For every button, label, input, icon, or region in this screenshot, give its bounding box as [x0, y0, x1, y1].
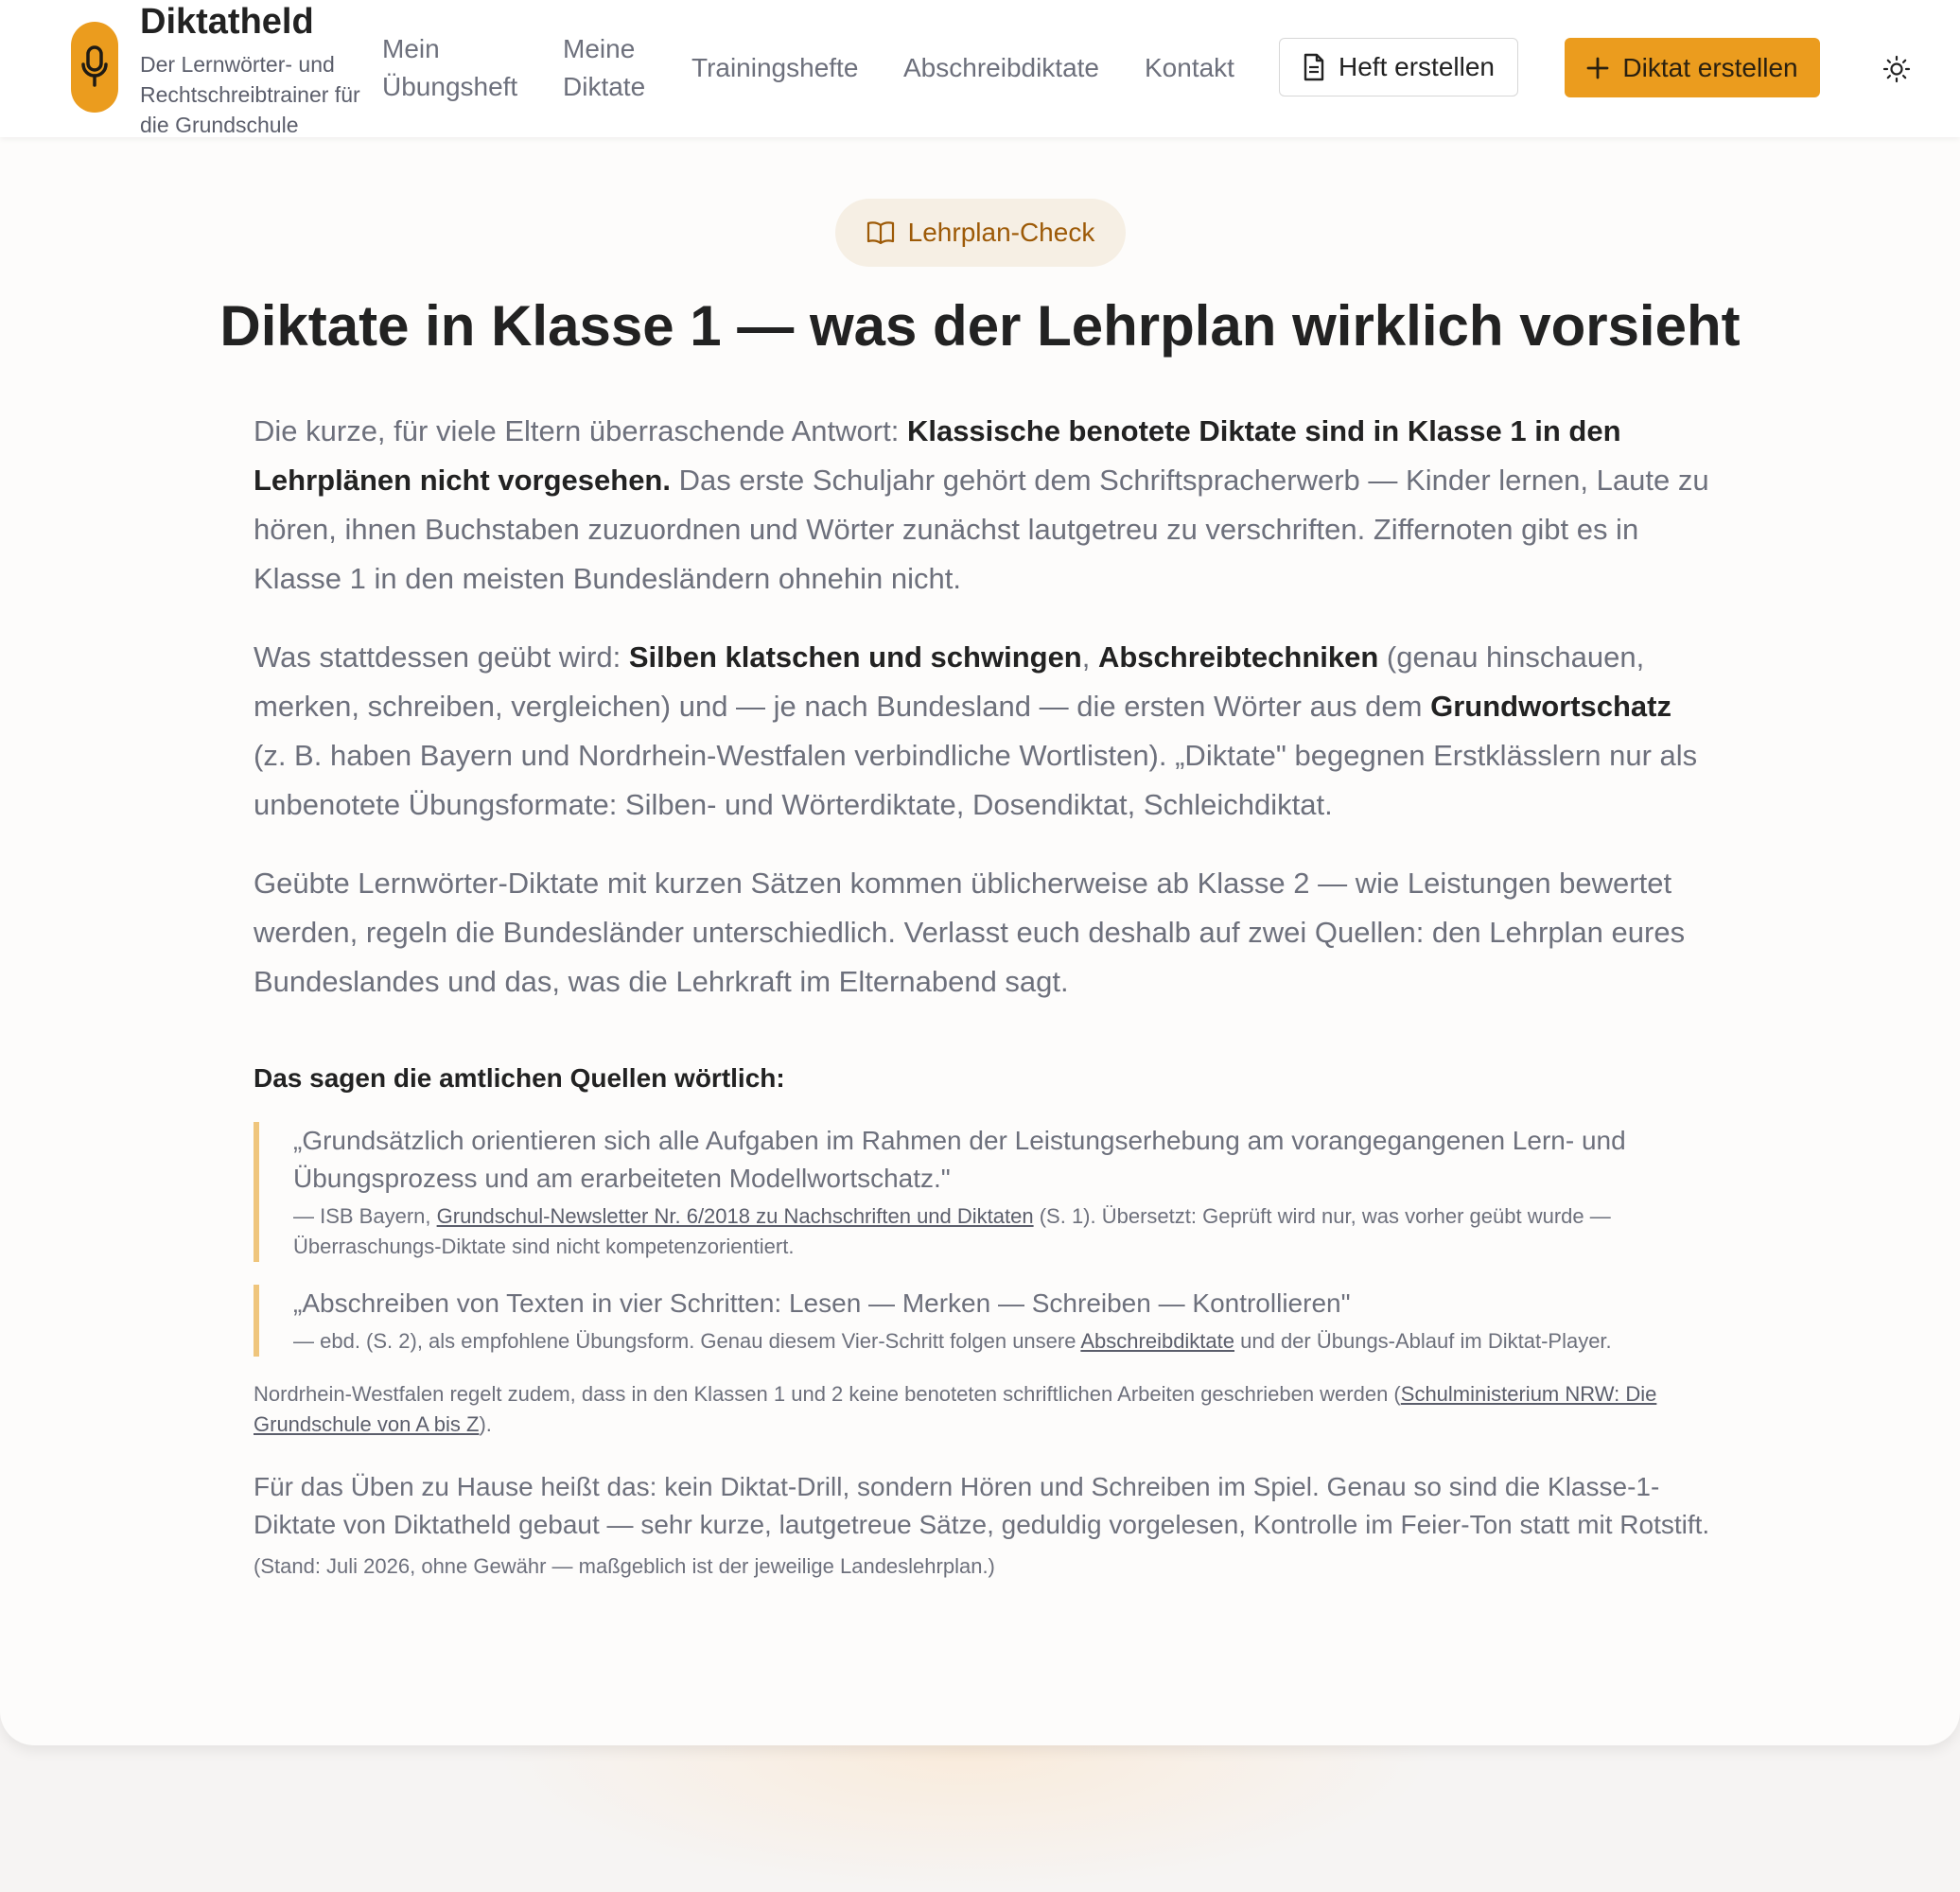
quote-citation [293, 1326, 1710, 1357]
brand-subtitle: Der Lernwörter- und Rechtschreibtrainer für die Grundschule [140, 52, 360, 137]
text: (S. 1). Übersetzt: Geprüft wird nur, was vorher geübt wurde — Überraschungs-Diktate sind nicht kompetenzorientiert. [293, 1204, 1611, 1258]
text: und der Übungs-Ablauf im Diktat-Player. [1234, 1329, 1612, 1353]
heft-erstellen-button[interactable] [1279, 38, 1518, 96]
badge-label: Lehrplan-Check [907, 218, 1095, 247]
microphone-icon [80, 45, 109, 89]
text: Für das Üben zu Hause heißt das: kein Diktat-Drill, sondern Hören und Schreiben im Spiel. Genau so sind die Klasse-1-Diktate von Diktatheld gebaut — sehr kurze, lautgetreue Sätze, geduldig vorgelesen, Kontrolle im Feier-Ton statt mit Rotstift. [254, 1472, 1710, 1539]
quote-text: „Grundsätzlich orientieren sich alle Aufgaben im Rahmen der Leistungserhebung am vorangegangenen Lern- und Übungsprozess und am erarbeiteten Modellwortschatz." [293, 1126, 1626, 1193]
article-body [254, 407, 1710, 1585]
brand-title[interactable]: Diktatheld [140, 2, 314, 42]
nav-trainingshefte[interactable]: Trainingshefte [691, 53, 859, 82]
article-card [0, 137, 1960, 1745]
text: Das erste Schuljahr gehört dem Schriftspracherwerb — Kinder lernen, Laute zu hören, ihnen Buchstaben zuzuordnen und Wörter zunächst lautgetreu zu verschriften. Ziffernoten gibt es in Klasse 1 in den meisten Bundesländern ohnehin nicht. [254, 464, 1709, 595]
bold-text: Silben klatschen und schwingen [628, 640, 1082, 674]
text: — ebd. (S. 2), als empfohlene Übungsform. Genau diesem Vier-Schritt folgen unsere [293, 1329, 1081, 1353]
paragraph-nrw [254, 1379, 1710, 1440]
quote-abschreiben [254, 1285, 1710, 1357]
text: (genau hinschauen, merken, schreiben, vergleichen) und — je nach Bundesland — die ersten Wörter aus dem [254, 640, 1645, 723]
plus-icon [1586, 57, 1609, 79]
theme-toggle-button[interactable] [1881, 53, 1913, 85]
disclaimer-note: (Stand: Juli 2026, ohne Gewähr — maßgeblich ist der jeweilige Landeslehrplan.) [254, 1554, 995, 1578]
quote-citation [293, 1201, 1710, 1262]
bold-text: Abschreibtechniken [1097, 640, 1379, 674]
document-icon [1303, 53, 1325, 81]
diktat-erstellen-button[interactable] [1565, 38, 1820, 97]
lehrplan-check-badge [835, 199, 1126, 267]
text: (z. B. haben Bayern und Nordrhein-Westfalen verbindliche Wortlisten). „Diktate" begegnen Erstklässlern nur als unbenotete Übungsformate: Silben- und Wörterdiktate, Dosendiktat, Schleichdiktat. [254, 739, 1698, 821]
schulministerium-nrw-link[interactable]: Schulministerium NRW: Die Grundschule von A bis Z [254, 1382, 1657, 1436]
paragraph-intro [254, 407, 1710, 604]
nav-mein-uebungsheft[interactable]: Mein Übungsheft [382, 34, 518, 101]
bold-text: Klassische benotete Diktate sind in Klasse 1 in den Lehrplänen nicht vorgesehen. [254, 414, 1621, 497]
bold-text: Grundwortschatz [1430, 690, 1671, 723]
quote-text: „Abschreiben von Texten in vier Schritten: Lesen — Merken — Schreiben — Kontrollieren" [293, 1288, 1351, 1318]
open-book-icon [866, 220, 895, 245]
logo[interactable] [71, 22, 118, 113]
site-header [0, 0, 1960, 137]
nav-meine-diktate[interactable]: Meine Diktate [563, 34, 646, 101]
isb-newsletter-link[interactable]: Grundschul-Newsletter Nr. 6/2018 zu Nachschriften und Diktaten [436, 1204, 1034, 1228]
text: — ISB Bayern, [293, 1204, 437, 1228]
heft-erstellen-label: Heft erstellen [1339, 52, 1495, 81]
text: ). [479, 1412, 492, 1436]
nav-abschreibdiktate[interactable]: Abschreibdiktate [903, 53, 1100, 82]
text: , [1081, 640, 1098, 674]
paragraph-klasse-2: Geübte Lernwörter-Diktate mit kurzen Sätzen kommen üblicherweise ab Klasse 2 — wie Leistungen bewertet werden, regeln die Bundesländer unterschiedlich. Verlasst euch deshalb auf zwei Quellen: den Lehrplan eures Bundeslandes und das, was die Lehrkraft im Elternabend sagt. [254, 867, 1686, 998]
text: Was stattdessen geübt wird: [254, 640, 629, 674]
paragraph-conclusion [254, 1468, 1710, 1585]
abschreibdiktate-link[interactable]: Abschreibdiktate [1080, 1329, 1235, 1353]
sources-heading: Das sagen die amtlichen Quellen wörtlich: [254, 1063, 785, 1093]
sun-icon [1882, 55, 1911, 83]
diktat-erstellen-label: Diktat erstellen [1622, 52, 1798, 82]
text: Die kurze, für viele Eltern überraschende Antwort: [254, 414, 907, 447]
text: Nordrhein-Westfalen regelt zudem, dass in den Klassen 1 und 2 keine benoteten schriftlichen Arbeiten geschrieben werden ( [254, 1382, 1401, 1406]
nav-kontakt[interactable]: Kontakt [1145, 53, 1234, 82]
page-title: Diktate in Klasse 1 — was der Lehrplan wirklich vorsieht [219, 294, 1741, 358]
quote-isb-bayern [254, 1122, 1710, 1262]
paragraph-practice [254, 633, 1710, 830]
